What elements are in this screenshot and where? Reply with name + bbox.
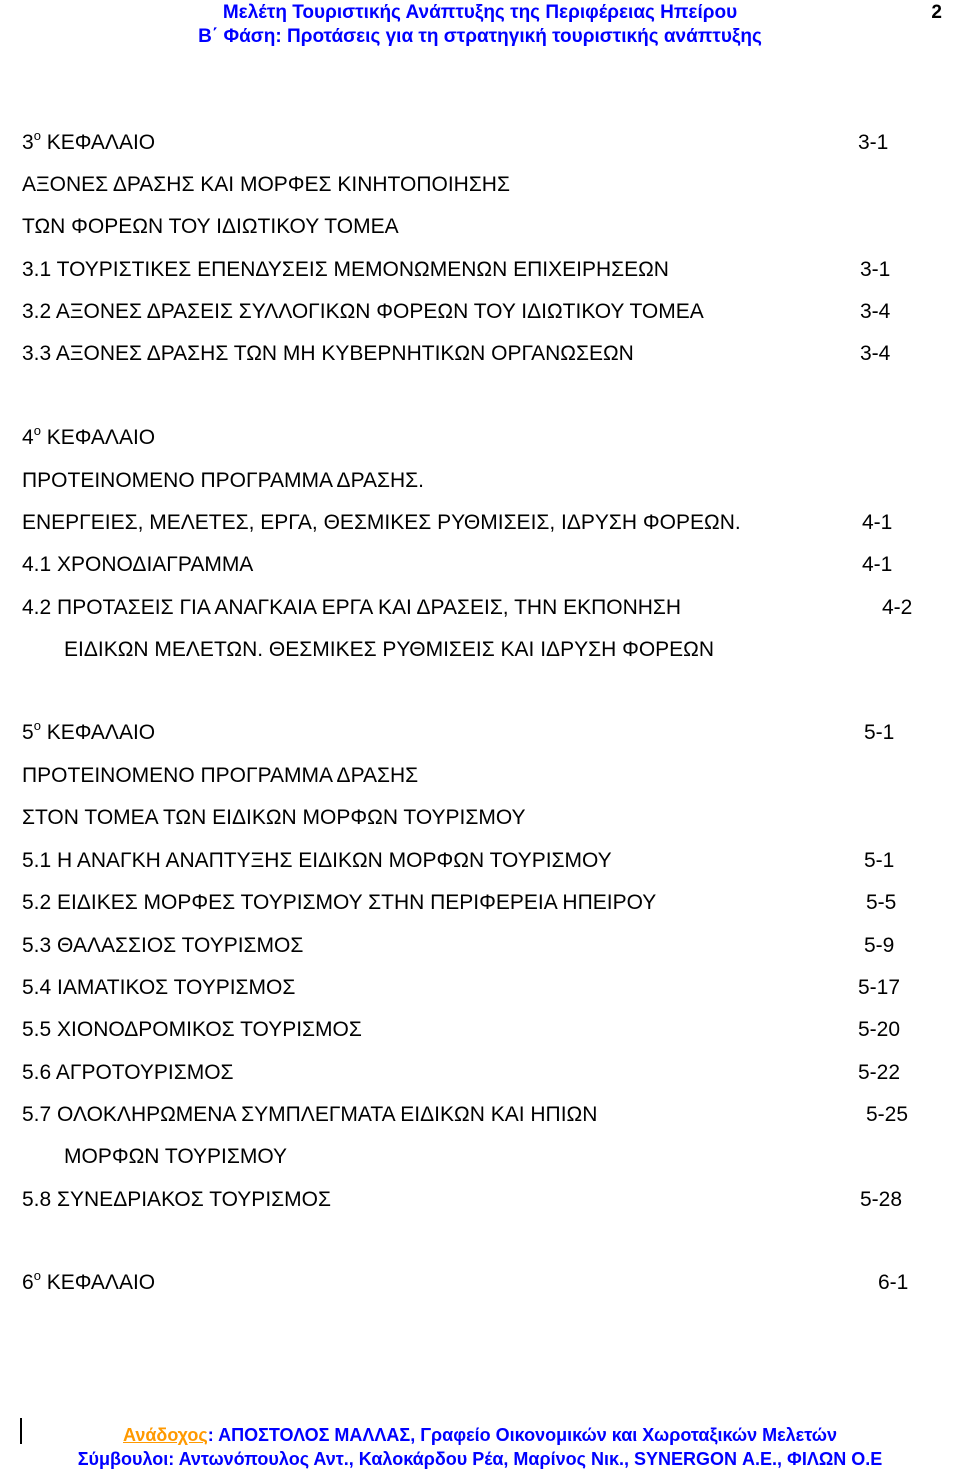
toc-entry-title: ΣΤΟΝ ΤΟΜΕΑ ΤΩΝ ΕΙΔΙΚΩΝ ΜΟΡΦΩΝ ΤΟΥΡΙΣΜΟΥ [22,806,526,829]
footer-contractor: Ανάδοχος: ΑΠΟΣΤΟΛΟΣ ΜΑΛΛΑΣ, Γραφείο Οικονομικών και Χωροταξικών Μελετών [123,1425,837,1445]
toc-entry-title: 3.1 ΤΟΥΡΙΣΤΙΚΕΣ ΕΠΕΝΔΥΣΕΙΣ ΜΕΜΟΝΩΜΕΝΩΝ ΕΠΙΧΕΙΡΗΣΕΩΝ [22,258,669,281]
toc-entry [22,890,897,916]
toc-entry-title: 5.4 ΙΑΜΑΤΙΚΟΣ ΤΟΥΡΙΣΜΟΣ [22,976,296,999]
toc-entry [22,763,418,789]
toc-entry-page: 4-2 [882,596,913,619]
toc-entry-page: 5-28 [860,1188,903,1211]
toc-entry [22,933,895,959]
toc-entry-title: 3.2 ΑΞΟΝΕΣ ΔΡΑΣΕΙΣ ΣΥΛΛΟΓΙΚΩΝ ΦΟΡΕΩΝ ΤΟΥ ΙΔΙΩΤΙΚΟΥ ΤΟΜΕΑ [22,300,704,323]
toc-entry-page: 5-1 [864,721,895,744]
toc-entry-title: 5.7 ΟΛΟΚΛΗΡΩΜΕΝΑ ΣΥΜΠΛΕΓΜΑΤΑ ΕΙΔΙΚΩΝ ΚΑΙ ΗΠΙΩΝ [22,1103,598,1126]
toc-entry-title: $4^o$ ΚΕΦΑΛΑΙΟ [22,423,156,449]
toc-entry [22,1017,901,1043]
toc-entry [22,299,891,325]
toc-entry-title: ΤΩΝ ΦΟΡΕΩΝ ΤΟΥ ΙΔΙΩΤΙΚΟΥ ΤΟΜΕΑ [22,215,399,238]
toc-entry-page: 5-22 [858,1061,901,1084]
toc-entry [22,1102,909,1128]
header-title: Μελέτη Τουριστικής Ανάπτυξης της Περιφέρειας Ηπείρου [222,2,738,23]
toc-entry-title: $5^o$ ΚΕΦΑΛΑΙΟ [22,718,156,744]
toc-entry-page: 3-4 [860,300,891,323]
toc-entry [22,595,913,621]
toc-entry [22,552,893,578]
toc-entry [22,214,399,240]
toc-entry-page: 5-20 [858,1018,901,1041]
toc-entry-title: ΕΙΔΙΚΩΝ ΜΕΛΕΤΩΝ. ΘΕΣΜΙΚΕΣ ΡΥΘΜΙΣΕΙΣ ΚΑΙ ΙΔΡΥΣΗ ΦΟΡΕΩΝ [64,638,715,661]
toc-entry [22,425,155,451]
toc-entry [22,975,901,1001]
toc-entry-page: 5-17 [858,976,901,999]
toc-entry-title: 5.3 ΘΑΛΑΣΣΙΟΣ ΤΟΥΡΙΣΜΟΣ [22,934,304,957]
toc-entry-title: 4.2 ΠΡΟΤΑΣΕΙΣ ΓΙΑ ΑΝΑΓΚΑΙΑ ΕΡΓΑ ΚΑΙ ΔΡΑΣΕΙΣ, ΤΗΝ ΕΚΠΟΝΗΣΗ [22,596,682,619]
toc-entry-title: ΠΡΟΤΕΙΝΟΜΕΝΟ ΠΡΟΓΡΑΜΜΑ ΔΡΑΣΗΣ [22,764,419,787]
toc-entry-title: ΜΟΡΦΩΝ ΤΟΥΡΙΣΜΟΥ [64,1145,288,1168]
toc-entry-page: 5-25 [866,1103,909,1126]
toc-entry-page: 3-1 [860,258,891,281]
toc-entry [22,1060,901,1086]
toc-entry [22,468,424,494]
toc-entry [22,1268,909,1296]
toc-entry-title: ΕΝΕΡΓΕΙΕΣ, ΜΕΛΕΤΕΣ, ΕΡΓΑ, ΘΕΣΜΙΚΕΣ ΡΥΘΜΙΣΕΙΣ, ΙΔΡΥΣΗ ΦΟΡΕΩΝ. [22,511,741,534]
toc-entry [64,1144,287,1170]
header-subtitle: Β΄ Φάση: Προτάσεις για τη στρατηγική τουριστικής ανάπτυξης [198,26,762,47]
toc-entry-title: 5.1 Η ΑΝΑΓΚΗ ΑΝΑΠΤΥΞΗΣ ΕΙΔΙΚΩΝ ΜΟΡΦΩΝ ΤΟΥΡΙΣΜΟΥ [22,849,612,872]
toc-entry-page: 6-1 [878,1271,909,1294]
toc-entry-title: ΠΡΟΤΕΙΝΟΜΕΝΟ ΠΡΟΓΡΑΜΜΑ ΔΡΑΣΗΣ. [22,469,424,492]
toc-entry [22,1187,903,1213]
toc-entry-title: 4.1 ΧΡΟΝΟΔΙΑΓΡΑΜΜΑ [22,553,254,576]
footer-advisors: Σύμβουλοι: Αντωνόπουλος Αντ., Καλοκάρδου Ρέα, Μαρίνος Νικ., SYNERGON Α.Ε., ΦΙΛΩΝ Ο.Ε [77,1449,883,1469]
toc-entry-title: $3^o$ ΚΕΦΑΛΑΙΟ [22,128,156,154]
toc-entry [22,341,891,367]
toc-entry [22,128,889,156]
toc-entry-page: 4-1 [862,511,893,534]
toc-entry [64,637,714,663]
toc-entry-title: 5.5 ΧΙΟΝΟΔΡΟΜΙΚΟΣ ΤΟΥΡΙΣΜΟΣ [22,1018,362,1041]
toc-entry [22,172,510,198]
toc-entry-page: 3-4 [860,342,891,365]
toc-entry-title: 5.2 ΕΙΔΙΚΕΣ ΜΟΡΦΕΣ ΤΟΥΡΙΣΜΟΥ ΣΤΗΝ ΠΕΡΙΦΕΡΕΙΑ ΗΠΕΙΡΟΥ [22,891,657,914]
toc-entry [22,257,891,283]
toc-entry-title: 3.3 ΑΞΟΝΕΣ ΔΡΑΣΗΣ ΤΩΝ ΜΗ ΚΥΒΕΡΝΗΤΙΚΩΝ ΟΡΓΑΝΩΣΕΩΝ [22,342,634,365]
toc-entry-page: 4-1 [862,553,893,576]
toc-entry-title: $6^o$ ΚΕΦΑΛΑΙΟ [22,1268,156,1294]
toc-entry-title: ΑΞΟΝΕΣ ΔΡΑΣΗΣ ΚΑΙ ΜΟΡΦΕΣ ΚΙΝΗΤΟΠΟΙΗΣΗΣ [22,173,510,196]
toc-entry-page: 5-9 [864,934,895,957]
toc-entry-page: 3-1 [858,131,889,154]
toc-entry-title: 5.6 ΑΓΡΟΤΟΥΡΙΣΜΟΣ [22,1061,234,1084]
toc-entry [22,510,893,536]
toc-entry [22,718,895,746]
toc-entry [22,848,895,874]
toc-entry-title: 5.8 ΣΥΝΕΔΡΙΑΚΟΣ ΤΟΥΡΙΣΜΟΣ [22,1188,331,1211]
toc-entry-page: 5-5 [866,891,897,914]
toc-entry-page: 5-1 [864,849,895,872]
footer-contractor-label: Ανάδοχος [123,1425,208,1445]
page-number: 2 [931,2,942,23]
toc-entry [22,805,526,831]
